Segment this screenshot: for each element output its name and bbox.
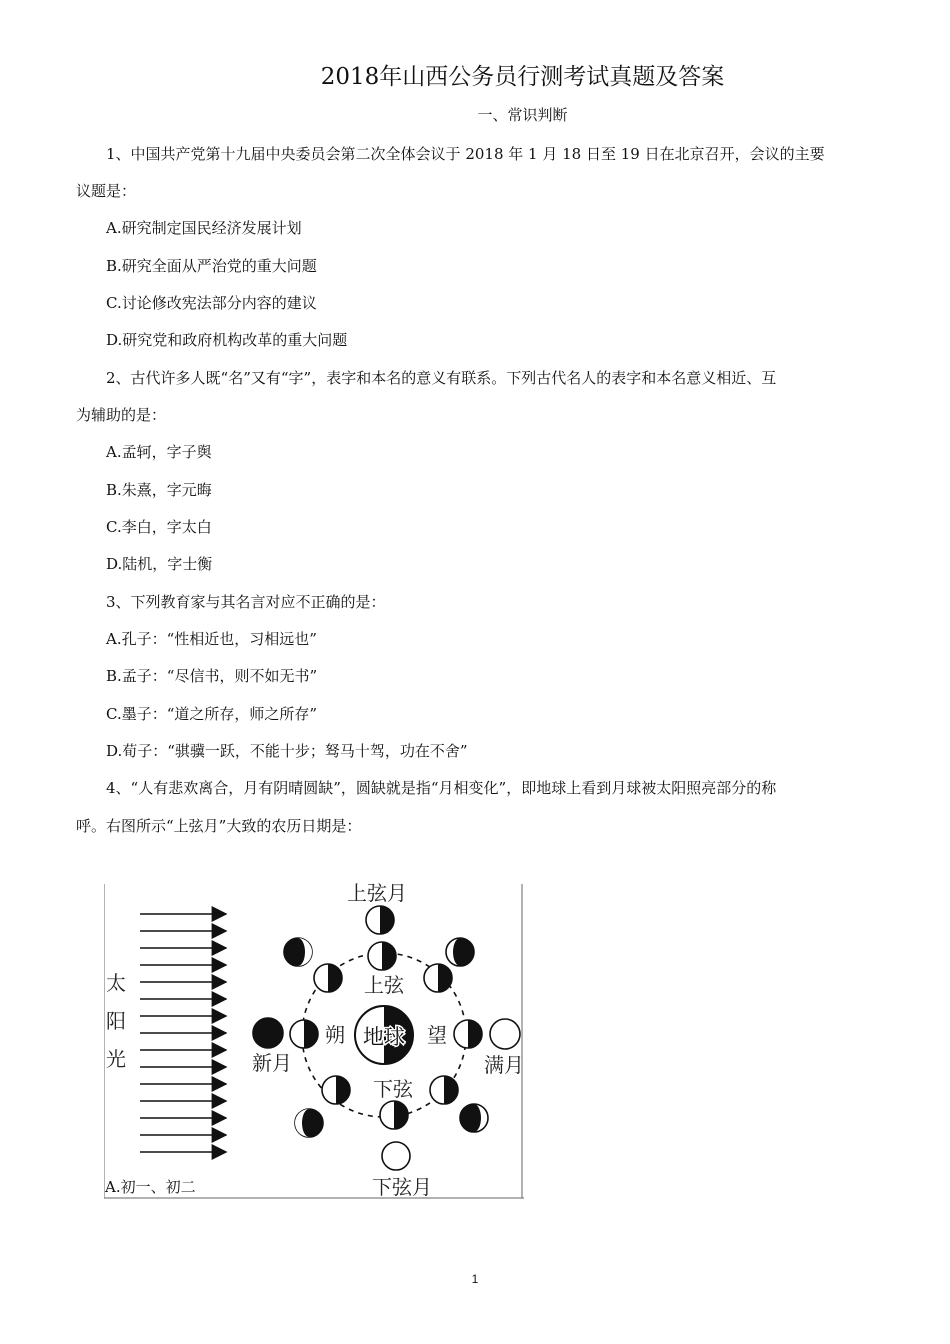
question-3-option-b: B.孟子：“尽信书，则不如无书” [106, 667, 318, 685]
question-3-option-a: A.孔子：“性相近也，习相远也” [106, 630, 317, 648]
question-2-text: 2、古代许多人既“名”又有“字”，表字和本名的意义有联系。下列古代名人的表字和本名意义相近、互 [106, 369, 777, 387]
orbit-moon-bottom-right [430, 1076, 458, 1104]
phase-waning-gibbous-moon [460, 1104, 488, 1132]
question-1-text-cont: 议题是： [76, 182, 137, 200]
orbit-moon-right [454, 1020, 482, 1048]
question-2-option-a: A.孟轲，字子舆 [106, 443, 212, 461]
question-1-text: 1、中国共产党第十九届中央委员会第二次全体会议于 2018 年 1 月 18 日至 19 日在北京召开，会议的主要 [106, 145, 825, 163]
question-2-option-d: D.陆机，字士衡 [106, 555, 213, 573]
question-2-text-cont: 为辅助的是： [76, 406, 167, 424]
question-1-option-b: B.研究全面从严治党的重大问题 [106, 257, 317, 275]
phase-label-first-quarter: 上弦月 [347, 881, 407, 905]
orbit-label-right: 望 [427, 1023, 447, 1047]
question-3-option-c: C.墨子：“道之所存，师之所存” [106, 705, 318, 723]
sun-label-2: 阳 [106, 1009, 126, 1033]
question-1-option-c: C.讨论修改宪法部分内容的建议 [106, 294, 317, 312]
question-2-option-c: C.李白，字太白 [106, 518, 212, 536]
phase-label-last-quarter: 下弦月 [372, 1175, 432, 1199]
sun-label-3: 光 [106, 1047, 126, 1071]
orbit-moon-left [290, 1020, 318, 1048]
orbit-label-left: 朔 [325, 1023, 345, 1047]
orbit-moon-bottom-left [322, 1076, 350, 1104]
phase-waning-crescent-moon [295, 1109, 323, 1137]
moon-phase-diagram [104, 880, 524, 1200]
earth-label: 地球 [363, 1025, 405, 1049]
sun-label-1: 太 [106, 971, 126, 995]
section-heading: 一、常识判断 [477, 106, 568, 124]
phase-last-quarter-moon [382, 1142, 410, 1170]
question-1-option-a: A.研究制定国民经济发展计划 [106, 219, 302, 237]
question-1-option-d: D.研究党和政府机构改革的重大问题 [106, 331, 348, 349]
phase-waxing-gibbous-moon [446, 938, 474, 966]
phase-new-moon [253, 1018, 283, 1048]
phase-first-quarter-moon [366, 906, 394, 934]
page-number: 1 [471, 1272, 479, 1286]
sunlight-arrows [140, 914, 226, 1152]
question-4-text: 4、“人有悲欢离合，月有阴晴圆缺”，圆缺就是指“月相变化”，即地球上看到月球被太阳照亮部分的称 [106, 779, 777, 797]
orbit-moon-bottom [380, 1101, 408, 1129]
phase-label-new-moon: 新月 [252, 1051, 292, 1075]
question-4-text-cont: 呼。右图所示“上弦月”大致的农历日期是： [76, 817, 362, 835]
orbit-moon-top [368, 942, 396, 970]
orbit-label-bottom: 下弦 [373, 1077, 413, 1101]
phase-label-full-moon: 满月 [484, 1053, 524, 1077]
orbit-moon-top-right [424, 964, 452, 992]
page-title: 2018年山西公务员行测考试真题及答案 [320, 64, 725, 90]
question-3-text: 3、下列教育家与其名言对应不正确的是： [106, 593, 386, 611]
question-3-option-d: D.荀子：“骐骥一跃，不能十步；驽马十驾，功在不舍” [106, 742, 468, 760]
phase-full-moon [490, 1019, 520, 1049]
question-2-option-b: B.朱熹，字元晦 [106, 481, 212, 499]
phase-waxing-crescent-moon [284, 938, 312, 966]
orbit-moon-top-left [314, 964, 342, 992]
question-4-option-a: A.初一、初二 [105, 1178, 196, 1196]
orbit-label-top: 上弦 [364, 973, 404, 997]
earth [355, 1006, 413, 1064]
